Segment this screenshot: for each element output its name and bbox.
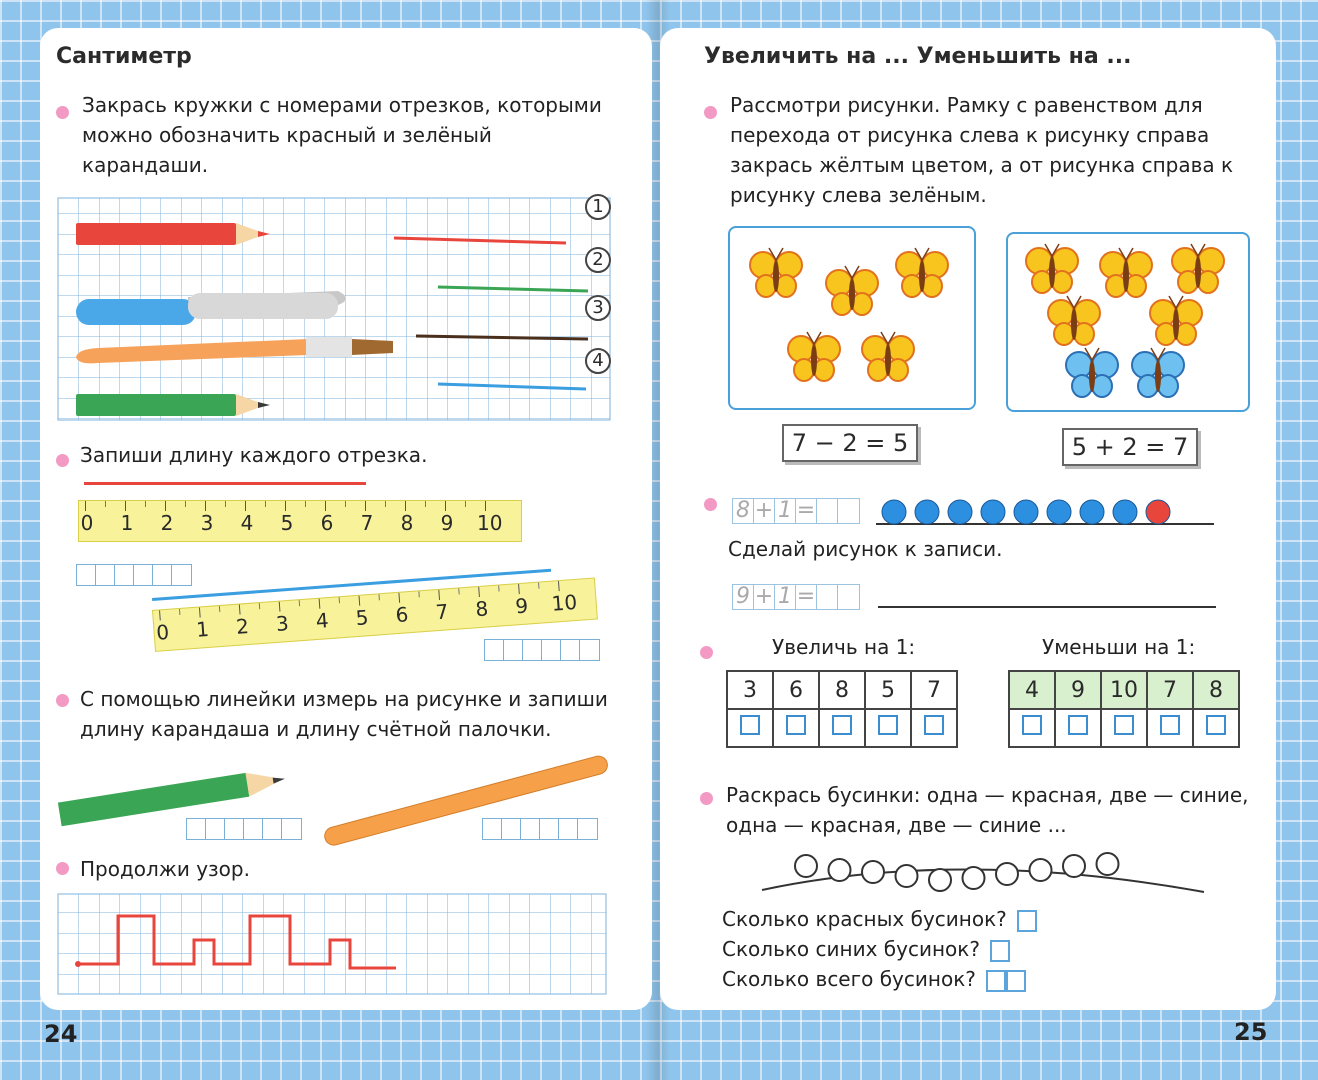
bullet-icon bbox=[700, 792, 713, 805]
ruler-half-tick bbox=[378, 594, 379, 600]
ruler-half-tick bbox=[339, 597, 340, 603]
butterfly-icon bbox=[1048, 296, 1100, 345]
butterfly-icon bbox=[788, 332, 840, 381]
ruler-half-tick bbox=[465, 501, 466, 507]
ruler-tick bbox=[445, 501, 446, 511]
answer-cells[interactable] bbox=[484, 639, 600, 661]
task-text: Закрась кружки с номерами отрезков, которыми можно обозначить красный и зелёный карандаши. bbox=[82, 93, 602, 177]
red-segment bbox=[84, 482, 366, 485]
number-cell: 8 bbox=[819, 671, 865, 709]
butterflies-left-frame bbox=[728, 226, 976, 410]
digit: 9 bbox=[733, 585, 754, 609]
answer-cell[interactable] bbox=[865, 709, 911, 747]
blue-bead bbox=[882, 500, 906, 524]
blue-bead bbox=[915, 500, 939, 524]
butterfly-icon bbox=[1100, 248, 1152, 297]
number-cell: 8 bbox=[1193, 671, 1239, 709]
ruler-tick bbox=[319, 599, 321, 609]
beads-string[interactable] bbox=[760, 844, 1206, 904]
ruler-half-tick bbox=[145, 501, 146, 507]
ruler-label: 10 bbox=[477, 511, 503, 535]
increase-table bbox=[726, 670, 958, 748]
ruler-half-tick bbox=[418, 591, 419, 597]
ruler-label: 7 bbox=[360, 511, 374, 535]
ruler-label: 8 bbox=[400, 511, 414, 535]
butterfly-icon bbox=[1172, 244, 1224, 293]
ruler-half-tick bbox=[185, 501, 186, 507]
bullet-icon bbox=[56, 862, 69, 875]
number-circle-1[interactable]: 1 bbox=[585, 194, 611, 220]
bullet-icon bbox=[704, 106, 717, 119]
bead[interactable] bbox=[795, 855, 817, 877]
ruler-label: 6 bbox=[320, 511, 334, 535]
butterfly-icon bbox=[750, 248, 802, 297]
butterflies-right bbox=[1008, 234, 1248, 410]
ruler-tick bbox=[125, 501, 126, 511]
answer-cell[interactable] bbox=[773, 709, 819, 747]
page-title: Сантиметр bbox=[56, 44, 192, 69]
left-page bbox=[40, 28, 652, 1048]
bead[interactable] bbox=[996, 863, 1018, 885]
question-all-beads bbox=[722, 964, 1026, 994]
ruler-tick bbox=[359, 596, 361, 606]
question-text: Сколько красных бусинок? bbox=[722, 907, 1007, 931]
drawing-line[interactable] bbox=[878, 606, 1216, 608]
digit: 8 bbox=[733, 499, 754, 523]
number-circle-4[interactable]: 4 bbox=[585, 348, 611, 374]
answer-box[interactable] bbox=[990, 940, 1010, 962]
equals-sign: = bbox=[796, 498, 816, 523]
ruler-label: 5 bbox=[280, 511, 294, 535]
answer-cell[interactable] bbox=[819, 709, 865, 747]
ruler-label: 4 bbox=[240, 511, 254, 535]
ruler-tick bbox=[405, 501, 406, 511]
blue-bead bbox=[948, 500, 972, 524]
ruler-half-tick bbox=[179, 609, 180, 615]
number-cell: 9 bbox=[1055, 671, 1101, 709]
number-cell: 4 bbox=[1009, 671, 1055, 709]
ruler-tick bbox=[398, 593, 400, 603]
bead[interactable] bbox=[896, 865, 918, 887]
ruler-tick bbox=[85, 501, 86, 511]
ruler-half-tick bbox=[265, 501, 266, 507]
ruler-label: 0 bbox=[80, 511, 94, 535]
ruler-tick bbox=[165, 501, 166, 511]
digit: 1 bbox=[775, 585, 796, 609]
task-text: С помощью линейки измерь на рисунке и запиши длину карандаша и длину счётной палочки. bbox=[80, 687, 608, 741]
red-bead bbox=[1146, 500, 1170, 524]
ruler-label: 0 bbox=[155, 619, 170, 645]
green-pencil bbox=[76, 394, 270, 416]
butterfly-icon bbox=[896, 248, 948, 297]
bead[interactable] bbox=[929, 869, 951, 891]
ruler-label: 5 bbox=[354, 605, 370, 631]
pencil-length-cells[interactable] bbox=[186, 818, 302, 840]
right-page bbox=[660, 28, 1276, 1046]
answer-cell[interactable] bbox=[1055, 709, 1101, 747]
question-blue-beads bbox=[722, 934, 1010, 964]
number-cell: 10 bbox=[1101, 671, 1147, 709]
answer-cell[interactable] bbox=[1193, 709, 1239, 747]
ruler-label: 1 bbox=[195, 616, 210, 642]
number-circle-2[interactable]: 2 bbox=[585, 247, 611, 273]
ruler-label: 1 bbox=[120, 511, 134, 535]
ruler-tick bbox=[558, 581, 560, 591]
bead[interactable] bbox=[1030, 859, 1052, 881]
ruler-tick bbox=[279, 602, 281, 612]
bead[interactable] bbox=[1063, 855, 1085, 877]
number-cell: 7 bbox=[1147, 671, 1193, 709]
decrease-table bbox=[1008, 670, 1240, 748]
ruler-half-tick bbox=[345, 501, 346, 507]
number-cell: 7 bbox=[911, 671, 957, 709]
bead[interactable] bbox=[1097, 853, 1119, 875]
ruler-label: 6 bbox=[394, 602, 410, 628]
ruler-label: 9 bbox=[514, 593, 529, 619]
butterflies-left bbox=[730, 228, 974, 408]
ruler-tick bbox=[478, 587, 480, 597]
ruler-tick bbox=[438, 590, 440, 600]
increase-label: Увеличь на 1: bbox=[772, 635, 916, 659]
ruler-label: 2 bbox=[235, 613, 250, 639]
ruler-label: 7 bbox=[434, 599, 450, 625]
bullet-icon bbox=[56, 694, 69, 707]
pencils-figure bbox=[58, 193, 618, 433]
digit: 1 bbox=[775, 499, 796, 523]
number-circle-3[interactable]: 3 bbox=[585, 295, 611, 321]
ruler-label: 10 bbox=[550, 589, 578, 616]
blue-bead bbox=[1047, 500, 1071, 524]
number-cell: 6 bbox=[773, 671, 819, 709]
answer-cell[interactable] bbox=[911, 709, 957, 747]
operator: + bbox=[754, 584, 774, 609]
bullet-icon bbox=[700, 646, 713, 659]
operator: + bbox=[754, 498, 774, 523]
butterfly-icon bbox=[1066, 348, 1118, 397]
written-expression-2 bbox=[732, 584, 860, 610]
answer-cell[interactable] bbox=[1147, 709, 1193, 747]
ruler-tick bbox=[245, 501, 246, 511]
ruler-tick bbox=[485, 501, 486, 511]
written-expression-1 bbox=[732, 498, 860, 524]
ruler-1 bbox=[78, 500, 522, 542]
blue-bead bbox=[981, 500, 1005, 524]
ruler-tick bbox=[199, 607, 201, 617]
answer-cell[interactable] bbox=[727, 709, 773, 747]
answer-cell[interactable] bbox=[1009, 709, 1055, 747]
beads-row-drawing bbox=[874, 494, 1218, 530]
ruler-label: 3 bbox=[275, 611, 290, 636]
butterfly-icon bbox=[826, 266, 878, 315]
ruler-label: 2 bbox=[160, 511, 174, 535]
bullet-icon bbox=[56, 454, 69, 467]
ruler-tick bbox=[325, 501, 326, 511]
answer-cells[interactable] bbox=[76, 564, 192, 586]
task-text: Рассмотри рисунки. Рамку с равенством для перехода от рисунка слева к рисунку справа закрась жёлтым цветом, а от рисунка справа к рисунку слева зелёным. bbox=[730, 93, 1234, 207]
page-number: 25 bbox=[1234, 1018, 1268, 1046]
blue-bead bbox=[1014, 500, 1038, 524]
butterfly-icon bbox=[1026, 244, 1078, 293]
ruler-half-tick bbox=[305, 501, 306, 507]
butterfly-icon bbox=[862, 332, 914, 381]
question-text: Сколько всего бусинок? bbox=[722, 967, 976, 991]
ruler-label: 8 bbox=[474, 596, 490, 622]
decrease-label: Уменьши на 1: bbox=[1042, 635, 1196, 659]
ruler-half-tick bbox=[385, 501, 386, 507]
red-pencil bbox=[76, 223, 270, 245]
pattern-grid[interactable] bbox=[58, 892, 610, 996]
ruler-tick bbox=[365, 501, 366, 511]
stick-length-cells[interactable] bbox=[482, 818, 598, 840]
bullet-icon bbox=[56, 106, 69, 119]
ruler-half-tick bbox=[299, 600, 300, 606]
ruler-half-tick bbox=[458, 588, 459, 594]
blue-bead bbox=[1113, 500, 1137, 524]
ruler-tick bbox=[239, 605, 241, 615]
butterflies-right-frame bbox=[1006, 232, 1250, 412]
number-cell: 5 bbox=[865, 671, 911, 709]
ruler-label: 9 bbox=[440, 511, 454, 535]
bead[interactable] bbox=[862, 861, 884, 883]
ruler-half-tick bbox=[425, 501, 426, 507]
equation-frame-left[interactable]: 7 − 2 = 5 bbox=[782, 424, 918, 462]
ruler-half-tick bbox=[538, 583, 539, 589]
ruler-label: 3 bbox=[200, 511, 214, 535]
page-title: Увеличить на ... Уменьшить на ... bbox=[704, 44, 1132, 69]
blue-bead bbox=[1080, 500, 1104, 524]
ruler-half-tick bbox=[225, 501, 226, 507]
task-text: Раскрась бусинки: одна — красная, две — синие, одна — красная, две — синие ... bbox=[726, 783, 1249, 837]
bead[interactable] bbox=[829, 859, 851, 881]
question-red-beads bbox=[722, 904, 1037, 934]
ruler-label: 4 bbox=[314, 608, 330, 633]
ruler-tick bbox=[205, 501, 206, 511]
ruler-tick bbox=[518, 584, 520, 594]
equation-frame-right[interactable]: 5 + 2 = 7 bbox=[1062, 428, 1198, 466]
bullet-icon bbox=[704, 498, 717, 511]
ruler-tick bbox=[285, 501, 286, 511]
answer-cell[interactable] bbox=[1101, 709, 1147, 747]
ruler-half-tick bbox=[219, 606, 220, 612]
butterfly-icon bbox=[1150, 296, 1202, 345]
answer-box[interactable] bbox=[1006, 970, 1026, 992]
ruler-half-tick bbox=[105, 501, 106, 507]
butterfly-icon bbox=[1132, 348, 1184, 397]
answer-box[interactable] bbox=[986, 970, 1006, 992]
question-text: Сколько синих бусинок? bbox=[722, 937, 980, 961]
answer-box[interactable] bbox=[1017, 910, 1037, 932]
ruler-half-tick bbox=[498, 586, 499, 592]
number-cell: 3 bbox=[727, 671, 773, 709]
task-text: Продолжи узор. bbox=[80, 857, 250, 881]
ruler-half-tick bbox=[259, 603, 260, 609]
bead[interactable] bbox=[963, 867, 985, 889]
task-text: Сделай рисунок к записи. bbox=[728, 537, 1003, 561]
page-number: 24 bbox=[44, 1020, 78, 1048]
equals-sign: = bbox=[796, 584, 816, 609]
ruler-tick bbox=[159, 610, 161, 620]
task-text: Запиши длину каждого отрезка. bbox=[80, 443, 428, 467]
